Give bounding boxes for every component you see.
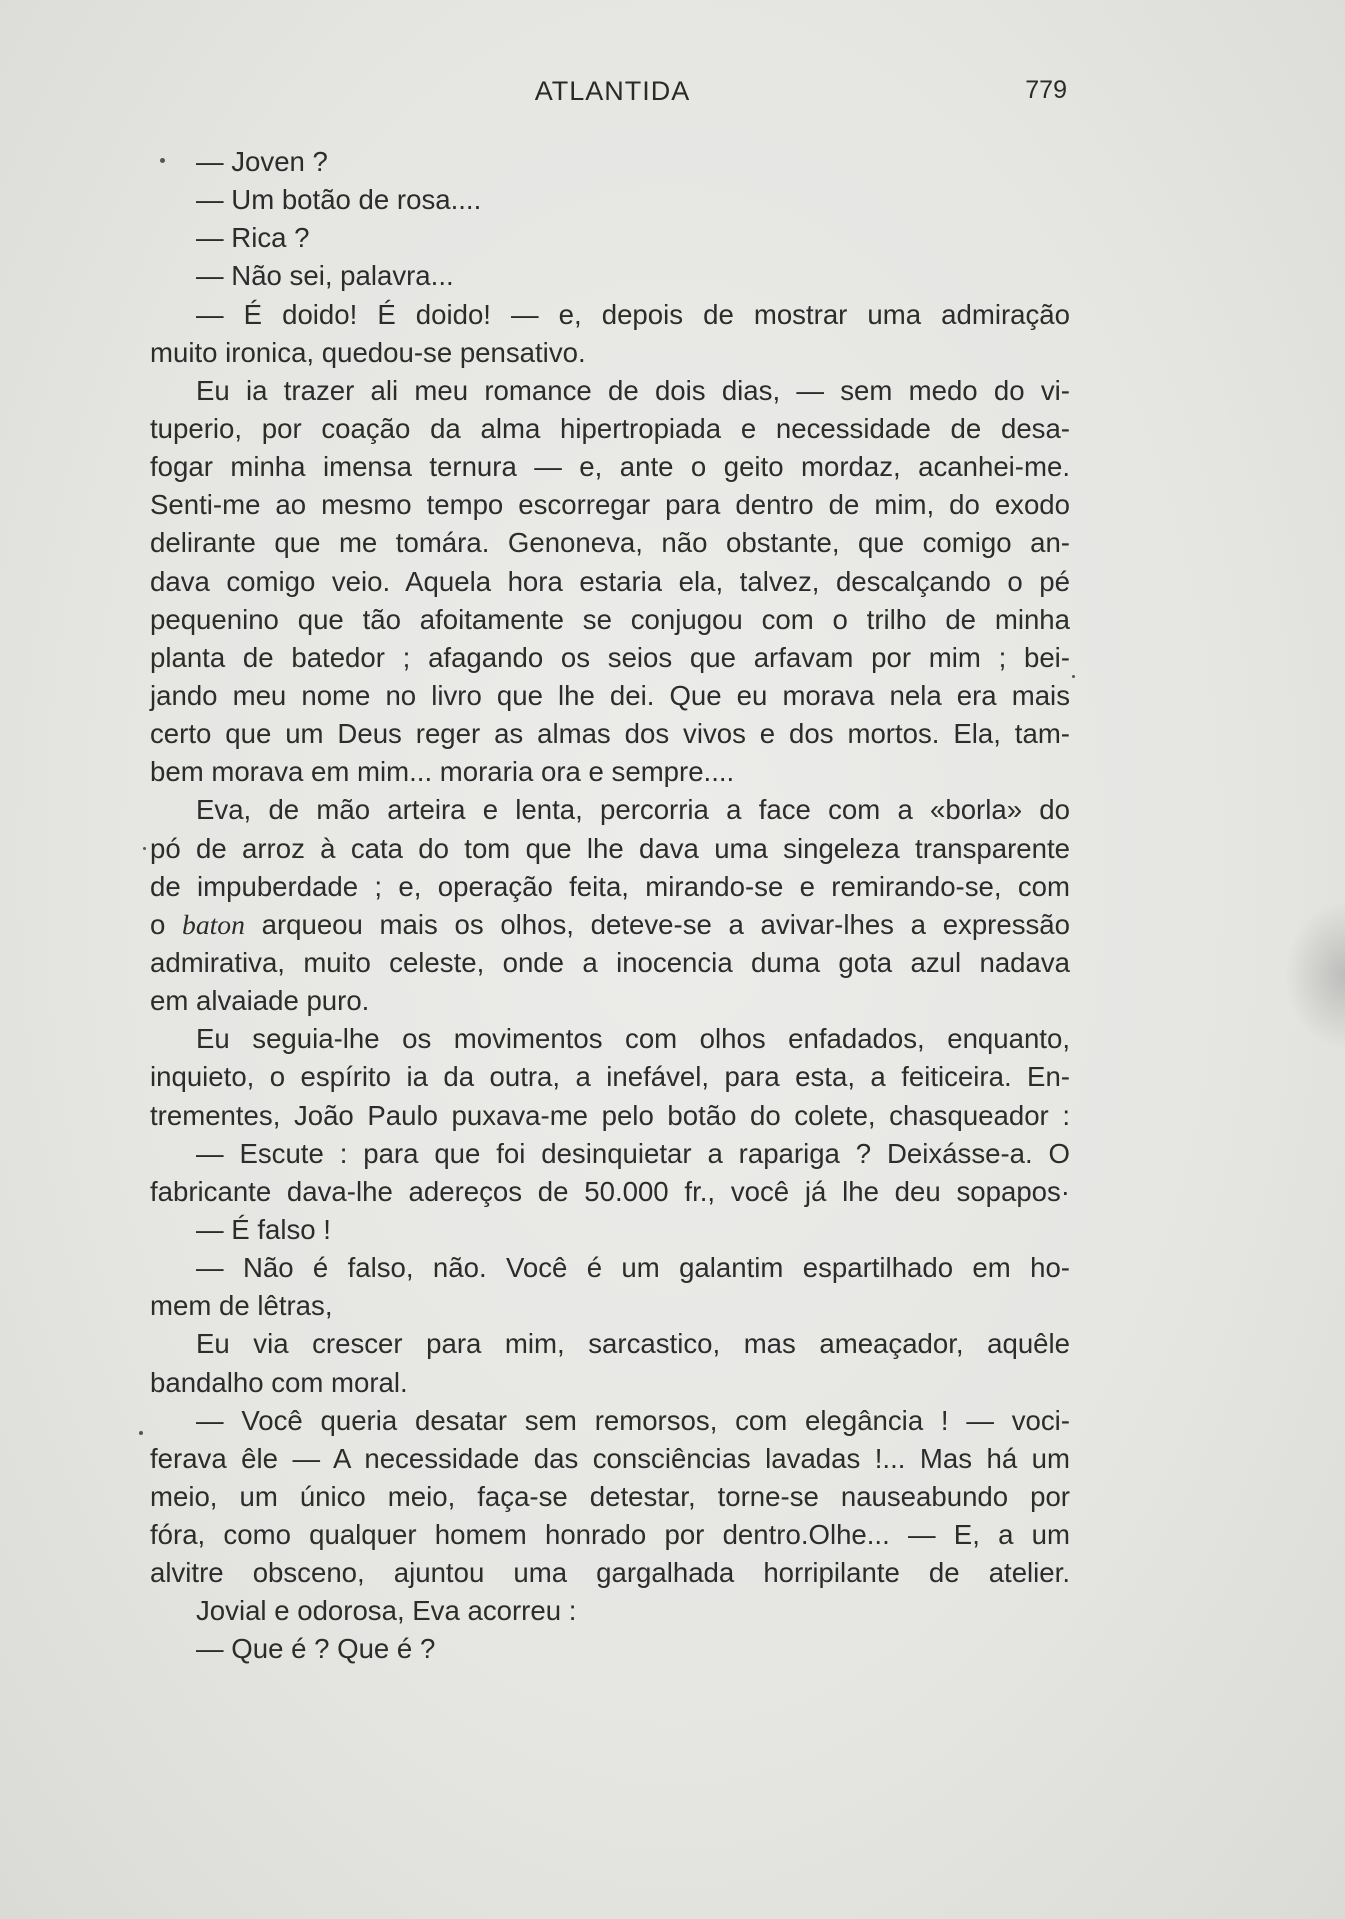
text-line: em alvaiade puro. [150, 985, 370, 1017]
body-text [150, 143, 1070, 1669]
page-header [150, 76, 1075, 116]
text-line: dava comigo veio. Aquela hora estaria ela, talvez, descalçando o pé [150, 565, 1070, 597]
text-line: Eu via crescer para mim, sarcastico, mas ameaçador, aquêle [196, 1328, 1070, 1360]
text-line: admirativa, muito celeste, onde a inocencia duma gota azul nadava [150, 946, 1070, 978]
text-line: trementes, João Paulo puxava-me pelo botão do colete, chasqueador : [150, 1099, 1070, 1131]
margin-speck [143, 847, 146, 850]
text-line: — Escute : para que foi desinquietar a rapariga ? Deixásse-a. O [196, 1137, 1070, 1169]
text-line: pequenino que tão afoitamente se conjugou com o trilho de minha [150, 603, 1070, 635]
italic-word: baton [182, 908, 245, 940]
text-line: — Você queria desatar sem remorsos, com elegância ! — voci- [196, 1404, 1070, 1436]
text-line: — Não é falso, não. Você é um galantim espartilhado em ho- [196, 1252, 1070, 1284]
text-line: fóra, como qualquer homem honrado por dentro.Olhe... — E, a um [150, 1519, 1070, 1551]
text-line: bandalho com moral. [150, 1366, 408, 1398]
text-line: mem de lêtras, [150, 1290, 333, 1322]
text-line: Jovial e odorosa, Eva acorreu : [196, 1595, 577, 1627]
text-line: planta de batedor ; afagando os seios que arfavam por mim ; bei- [150, 641, 1070, 673]
text-line: meio, um único meio, faça-se detestar, torne-se nauseabundo por [150, 1480, 1070, 1512]
text-line: bem morava em mim... moraria ora e sempre.... [150, 756, 735, 788]
text-line: tuperio, por coação da alma hipertropiada e necessidade de desa- [150, 412, 1070, 444]
text-line: — Que é ? Que é ? [196, 1633, 436, 1665]
text-line: o baton arqueou mais os olhos, deteve-se a avivar-lhes a expressão [150, 908, 1071, 940]
text-line: ferava êle — A necessidade das consciências lavadas !... Mas há um [150, 1442, 1070, 1474]
text-line: muito ironica, quedou-se pensativo. [150, 336, 586, 368]
text-line: — Não sei, palavra... [196, 260, 454, 292]
text-line: fogar minha imensa ternura — e, ante o geito mordaz, acanhei-me. [150, 451, 1070, 483]
text-line: alvitre obsceno, ajuntou uma gargalhada horripilante de atelier. [150, 1557, 1070, 1589]
text-line: pó de arroz à cata do tom que lhe dava uma singeleza transparente [150, 832, 1070, 864]
text-line: Eu seguia-lhe os movimentos com olhos enfadados, enquanto, [196, 1023, 1070, 1055]
text-line: fabricante dava-lhe adereços de 50.000 fr., você já lhe deu sopapos· [150, 1175, 1070, 1207]
text-line: — Joven ? [196, 146, 328, 177]
text-line: — É falso ! [196, 1213, 331, 1245]
text-line: Senti-me ao mesmo tempo escorregar para dentro de mim, do exodo [150, 489, 1070, 521]
text-line: delirante que me tomára. Genoneva, não obstante, que comigo an- [150, 527, 1070, 559]
text-line: — É doido! É doido! — e, depois de mostrar uma admiração [196, 298, 1070, 330]
text-line: inquieto, o espírito ia da outra, a inefável, para esta, a feiticeira. En- [150, 1061, 1070, 1093]
page-number: 779 [1025, 76, 1067, 104]
page-edge-shadow [1285, 900, 1345, 1050]
text-line: de impuberdade ; e, operação feita, mirando-se e remirando-se, com [150, 870, 1070, 902]
text-line: Eva, de mão arteira e lenta, percorria a face com a «borla» do [196, 794, 1070, 826]
text-line: certo que um Deus reger as almas dos vivos e dos mortos. Ela, tam- [150, 718, 1070, 750]
margin-speck [139, 1431, 143, 1435]
text-line: jando meu nome no livro que lhe dei. Que eu morava nela era mais [150, 679, 1070, 711]
text-line: Eu ia trazer ali meu romance de dois dias, — sem medo do vi- [196, 374, 1070, 406]
running-title: ATLANTIDA [534, 76, 691, 106]
text-line: — Um botão de rosa.... [196, 184, 482, 216]
text-line: — Rica ? [196, 222, 310, 254]
margin-speck [1072, 675, 1075, 678]
